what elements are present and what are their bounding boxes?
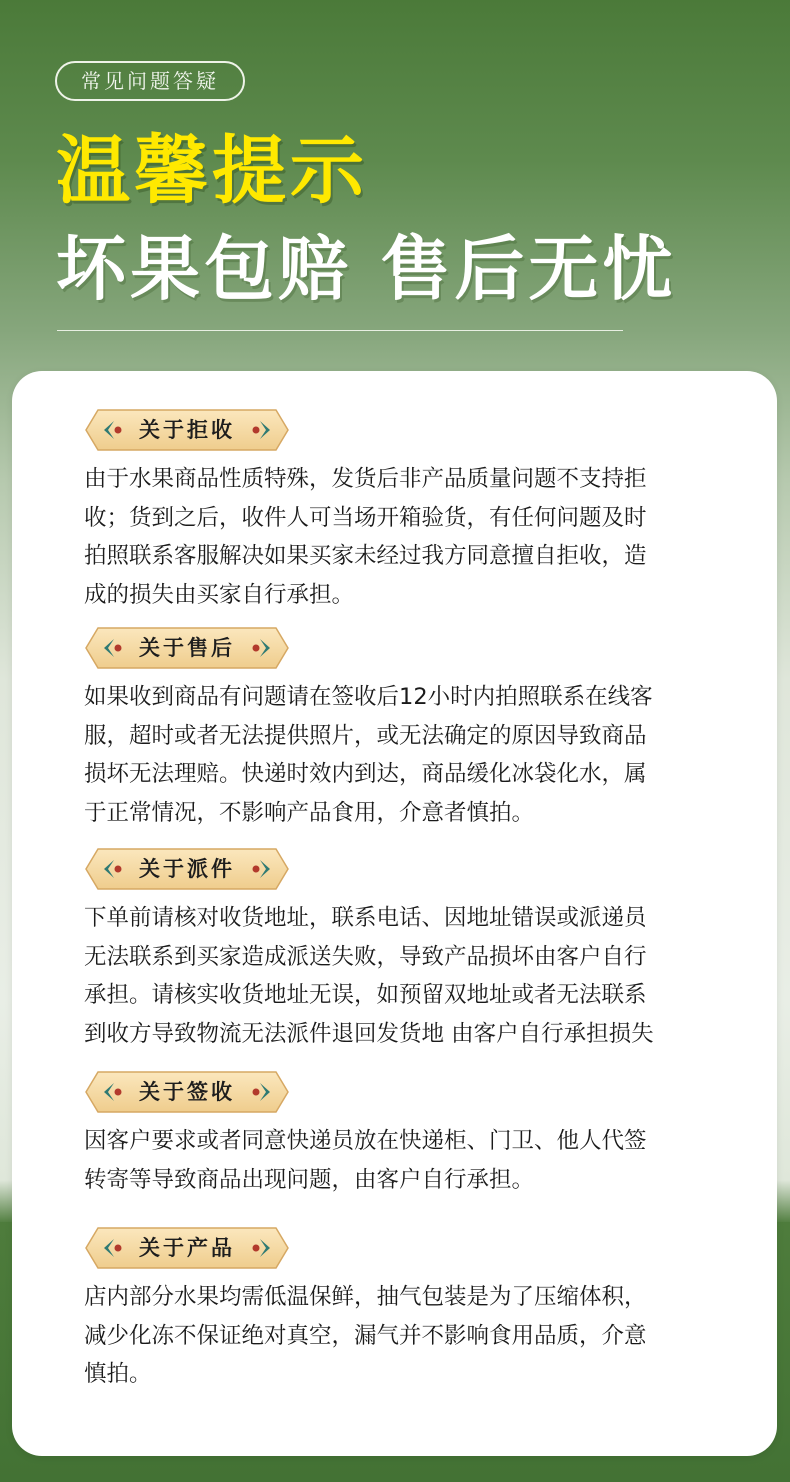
section-product xyxy=(84,1226,724,1394)
section-rejection xyxy=(84,408,724,614)
header-divider xyxy=(57,330,623,331)
section-text: 店内部分水果均需低温保鲜，抽气包装是为了压缩体积， 减少化冻不保证绝对真空，漏气并不影响食用品质，介意 慎拍。 xyxy=(84,1284,647,1387)
section-badge xyxy=(84,1226,290,1270)
section-badge xyxy=(84,408,290,452)
section-badge xyxy=(84,847,290,891)
section-badge-label: 关于产品 xyxy=(139,1235,235,1260)
section-signing xyxy=(84,1070,724,1199)
section-text: 由于水果商品性质特殊，发货后非产品质量问题不支持拒 收；货到之后，收件人可当场开箱验货，有任何问题及时 拍照联系客服解决如果买家未经过我方同意擅自拒收，造 成的损失由买家自行承担。 xyxy=(84,466,647,608)
section-badge xyxy=(84,626,290,670)
faq-pill-label: 常见问题答疑 xyxy=(55,61,245,101)
section-text: 因客户要求或者同意快递员放在快递柜、门卫、他人代签 转寄等导致商品出现问题，由客户自行承担。 xyxy=(84,1128,647,1193)
page-title: 温馨提示 xyxy=(56,128,368,214)
page-subtitle: 坏果包赔 售后无忧 xyxy=(56,228,677,310)
section-badge-label: 关于派件 xyxy=(139,856,235,881)
section-badge-label: 关于售后 xyxy=(139,635,235,660)
section-badge-label: 关于签收 xyxy=(139,1079,235,1104)
section-delivery xyxy=(84,847,724,1053)
section-text: 下单前请核对收货地址，联系电话、因地址错误或派递员 无法联系到买家造成派送失败，导致产品损坏由客户自行 承担。请核实收货地址无误，如预留双地址或者无法联系 到收方导致物流无法派件退回发货地 由客户自行承担损失 xyxy=(84,905,654,1047)
section-badge xyxy=(84,1070,290,1114)
section-badge-label: 关于拒收 xyxy=(139,417,235,442)
section-text: 如果收到商品有问题请在签收后12小时内拍照联系在线客 服，超时或者无法提供照片，或无法确定的原因导致商品 损坏无法理赔。快递时效内到达，商品缓化冰袋化水，属 于正常情况，不影响产品食用，介意者慎拍。 xyxy=(84,684,653,826)
section-after-sales xyxy=(84,626,724,832)
